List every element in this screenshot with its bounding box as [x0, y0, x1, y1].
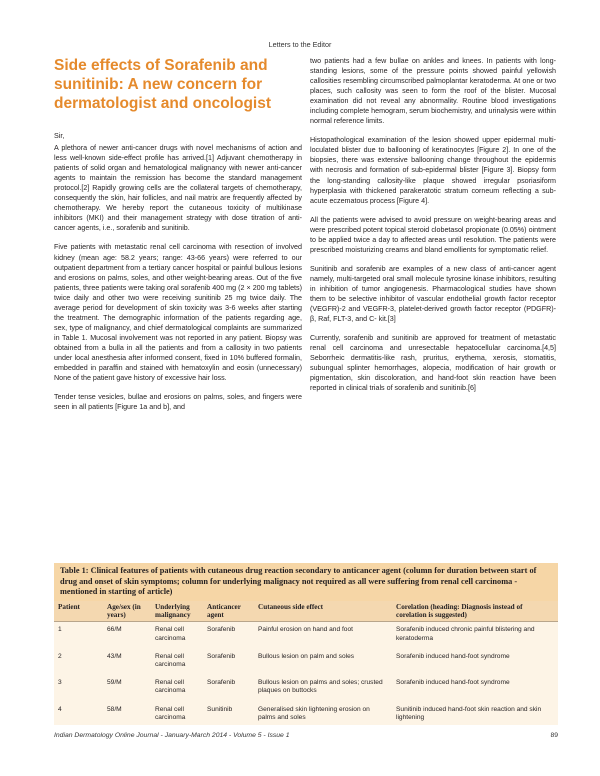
- article-title: Side effects of Sorafenib and sunitinib: A new concern for dermatologist and oncologist: [54, 57, 272, 112]
- data-table: [54, 601, 558, 728]
- running-head: Letters to the Editor: [268, 40, 332, 49]
- page-footer: [54, 732, 558, 739]
- body-paragraph: Sunitinib and sorafenib are examples of a new class of anti-cancer agent namely, multi-targeted oral small molecule tyrosine kinase inhibitors, resulting in inhibition of tumor angiogenesis. Pharmacological studies have shown them to be selective inhibitor of vascular endothelial growth factor receptor (VEGFR)-2 and VEGFR-3, platelet-derived growth factor receptor (PDGFR)-β, Raf, FLT-3, and C- kit.[3]: [310, 264, 556, 324]
- header-malignancy: Underlying malignancy: [151, 601, 203, 622]
- cell-malignancy: Renal cell carcinoma: [155, 652, 186, 668]
- table-row: [54, 622, 558, 649]
- cell-agent: Sorafenib: [207, 652, 236, 660]
- cell-corelation: Sorafenib induced chronic painful blistering and keratoderma: [396, 626, 535, 642]
- left-column: [54, 56, 302, 421]
- table-row: [54, 649, 558, 675]
- body-paragraph: Histopathological examination of the lesion showed upper epidermal multi-loculated blister due to ballooning of keratinocytes [Figure 2]. In one of the biopsies, there was extensive ballooning change throughout the epidermis with necrosis and formation of sub-epidermal blister [Figure 3]. Biopsy form the long-standing callosity-like plaque showed irregular psoriasiform hyperplasia with thickened parakeratotic stratum corneum reflecting a sub-acute eczematous process [Figure 4].: [310, 136, 556, 205]
- cell-side-effect: Generalised skin lightening erosion on palms and soles: [258, 705, 370, 721]
- body-paragraph: A plethora of newer anti-cancer drugs with novel mechanisms of action and less well-known side-effect profile has arrived.[1] Adjuvant chemotherapy in patients of solid organ and hematological malignancy with newer anti-cancer agents to maintain the remission has become the standard management protocol.[2] Rapidly growing cells are the collateral targets of chemotherapy, consequently the skin, hair follicles, and nail matrix are frequently affected by chemotherapy. We hereby report the cutaneous toxicity of multikinase inhibitors (MKI) and their management strategy with dose titration of anti-cancer agents, i.e., sorafenib and sunitinib.: [54, 144, 302, 233]
- cell-patient: 1: [58, 626, 62, 634]
- cell-patient: 3: [58, 679, 62, 687]
- cell-corelation: Sunitinib induced hand-foot skin reaction and skin lightening: [396, 705, 542, 721]
- salutation: Sir,: [54, 132, 65, 140]
- cell-side-effect: Bullous lesion on palm and soles: [258, 652, 355, 660]
- journal-citation: Indian Dermatology Online Journal - January-March 2014 - Volume 5 - Issue 1: [54, 732, 290, 739]
- cell-age-sex: 43/M: [107, 652, 122, 660]
- header-patient: Patient: [54, 601, 103, 622]
- cell-corelation: Sorafenib induced hand-foot syndrome: [396, 679, 510, 687]
- table-header-row: [54, 601, 558, 622]
- cell-agent: Sorafenib: [207, 679, 236, 687]
- cell-agent: Sorafenib: [207, 626, 236, 634]
- cell-corelation: Sorafenib induced hand-foot syndrome: [396, 652, 510, 660]
- cell-malignancy: Renal cell carcinoma: [155, 626, 186, 642]
- header-corelation: Corelation (heading: Diagnosis instead of corelation is suggested): [392, 601, 558, 622]
- header-age-sex: Age/sex (in years): [103, 601, 151, 622]
- cell-age-sex: 66/M: [107, 626, 122, 634]
- cell-side-effect: Bullous lesion on palms and soles; crusted plaques on buttocks: [258, 679, 383, 695]
- body-paragraph: All the patients were advised to avoid pressure on weight-bearing areas and were prescribed potent topical steroid clobetasol propionate (0.05%) ointment to be applied twice a day to affected areas until resolution. The patients were prescribed moisturizing creams and bland emollients for symptomatic relief.: [310, 215, 556, 254]
- cell-malignancy: Renal cell carcinoma: [155, 679, 186, 695]
- cell-malignancy: Renal cell carcinoma: [155, 705, 186, 721]
- cell-patient: 4: [58, 705, 62, 713]
- header-side-effect: Cutaneous side effect: [254, 601, 392, 622]
- table-row: [54, 675, 558, 701]
- cell-side-effect: Painful erosion on hand and foot: [258, 626, 353, 634]
- clinical-features-table: [54, 563, 558, 725]
- cell-agent: Sunitinib: [207, 705, 233, 713]
- table-row: [54, 702, 558, 728]
- cell-age-sex: 59/M: [107, 679, 122, 687]
- body-paragraph: Tender tense vesicles, bullae and erosions on palms, soles, and fingers were seen in all patients [Figure 1a and b], and: [54, 393, 302, 412]
- body-paragraph: two patients had a few bullae on ankles and knees. In patients with long-standing lesions, some of the pressure points showed painful yellowish callosities resembling circumscribed palmoplantar keratoderma. At one or two places, such callosity was seen to form the roof of the blister. Mucosal examination did not reveal any abnormality. Routine blood investigations including complete hemogram, serum biochemistry, and urinalysis were within normal reference limits.: [310, 57, 556, 126]
- header-agent: Anticancer agent: [203, 601, 254, 622]
- body-paragraph: Currently, sorafenib and sunitinib are approved for treatment of metastatic renal cell carcinoma and unresectable hepatocellular carcinoma.[4,5] Seborrheic dermatitis-like rash, pruritus, erythema, xerosis, stomatitis, subungual splinter hemorrhages, alopecia, modification of hair growth or pigmentation, skin discoloration, and hand-foot skin reaction have been reported in clinical trials of sorafenib and sunitinib.[6]: [310, 334, 556, 393]
- cell-patient: 2: [58, 652, 62, 660]
- table-caption: Table 1: Clinical features of patients with cutaneous drug reaction secondary to anticancer agent (column for duration between start of drug and onset of skin symptoms; column for underlying malignacy not required as all were suffering from renal cell carcinoma - mentioned in starting of article): [54, 563, 558, 601]
- body-paragraph: Five patients with metastatic renal cell carcinoma with resection of involved kidney (mean age: 58.2 years; range: 43-66 years) were referred to our outpatient department from a tertiary cancer hospital or painful bullous lesions and erosions on palms, soles, and other weight-bearing areas. Out of the five patients, three patients were taking oral sorafenib 400 mg (2 × 200 mg tablets) twice daily and other two were receiving sunitinib 25 mg twice daily. The average period for development of skin toxicity was 3-6 weeks after starting the treatment. The demographic information of the patients regarding age, sex, type of malignancy, and chief dermatological complaints are summarized in Table 1. Mucosal involvement was not reported in any patient. Biopsy was obtained from a bulla in all the patients and from a callosity in two patients under local anesthesia after informed consent, fixed in 10% buffered formalin, embedded in paraffin and stained with hematoxylin and eosin (unnecessary) None of the patient gave history of excessive hair loss.: [54, 243, 302, 383]
- cell-age-sex: 58/M: [107, 705, 122, 713]
- right-column: [310, 56, 556, 402]
- page-number: 89: [550, 732, 558, 739]
